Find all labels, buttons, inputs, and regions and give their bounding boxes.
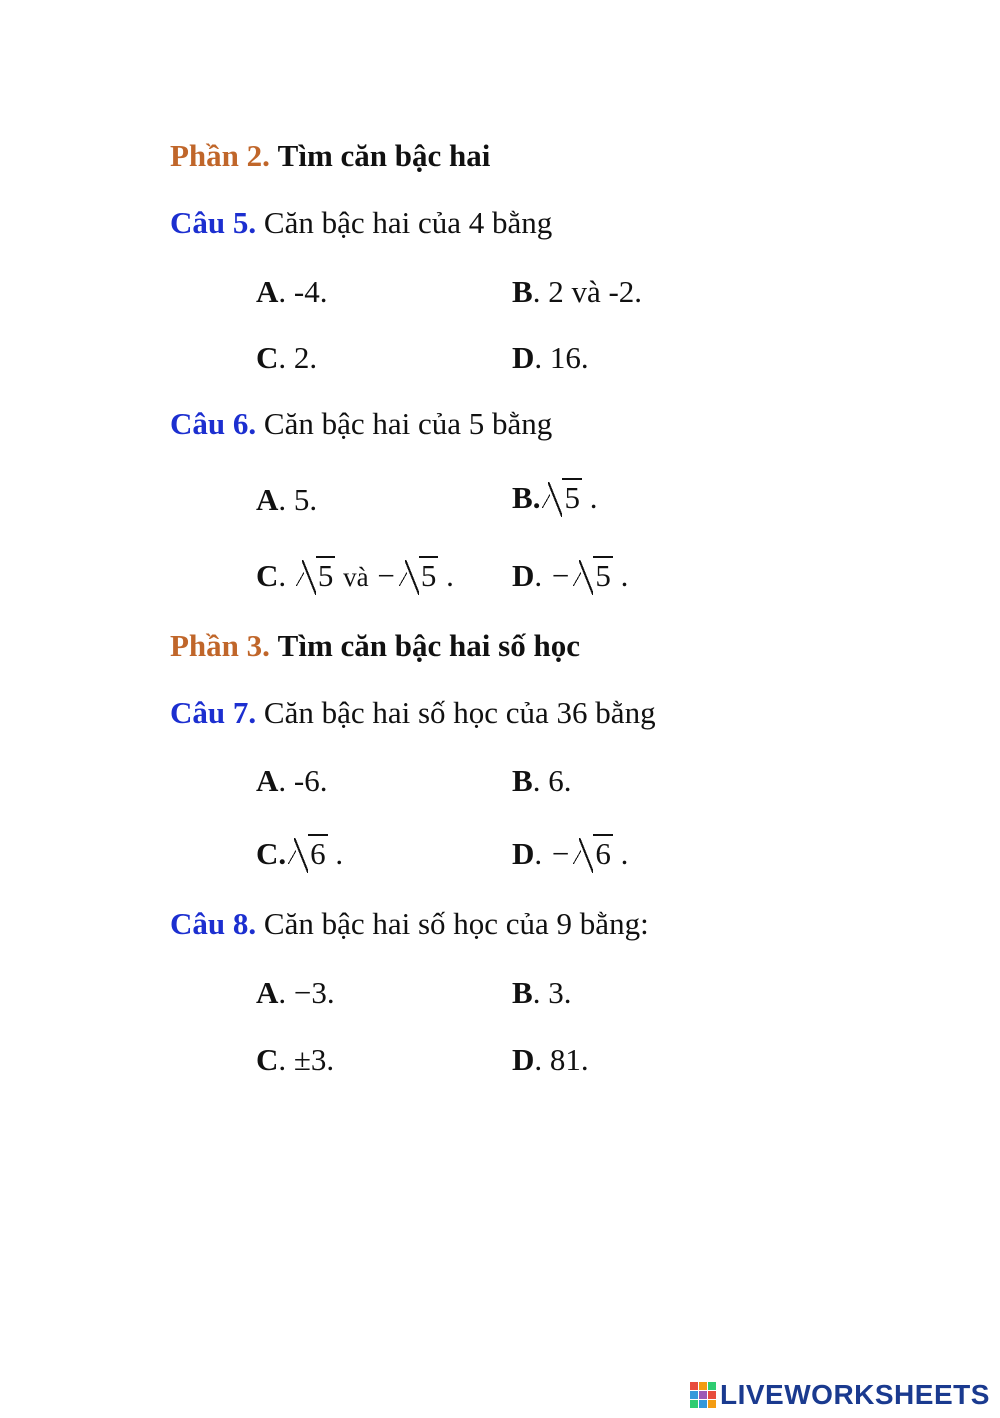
q7-option-a[interactable]: [256, 765, 327, 796]
radicand: 6: [310, 836, 326, 871]
radicand: 5: [564, 480, 580, 515]
q8-option-a[interactable]: [256, 977, 335, 1008]
option-letter: B: [512, 274, 533, 309]
option-letter: D: [512, 558, 535, 593]
q5-option-a[interactable]: [256, 276, 327, 307]
q5-option-b[interactable]: [512, 276, 642, 307]
option-letter: A: [256, 482, 279, 517]
question-7: [170, 697, 656, 728]
option-letter: C: [256, 836, 279, 871]
minus-sign: −: [377, 558, 395, 593]
sqrt-symbol: [573, 556, 613, 591]
option-letter: A: [256, 975, 279, 1010]
option-letter: D: [512, 340, 535, 375]
option-letter: B: [512, 763, 533, 798]
option-text: . 81.: [534, 1042, 589, 1077]
question-label: Câu 7.: [170, 695, 257, 730]
option-letter: B: [512, 480, 533, 515]
q8-option-d[interactable]: [512, 1044, 589, 1075]
q8-option-b[interactable]: [512, 977, 571, 1008]
radicand: 5: [595, 558, 611, 593]
section-title: Tìm căn bậc hai số học: [277, 628, 580, 663]
section-heading-3: [170, 630, 580, 661]
option-end: .: [612, 836, 629, 871]
q7-option-c[interactable]: [256, 834, 343, 869]
option-letter: D: [512, 1042, 535, 1077]
option-dot: .: [534, 558, 550, 593]
section-label: Phần 3.: [170, 628, 270, 663]
option-middle: và: [343, 562, 376, 592]
option-end: .: [612, 558, 629, 593]
sqrt-symbol: [296, 556, 336, 591]
option-letter: D: [512, 836, 535, 871]
radicand: 6: [595, 836, 611, 871]
section-heading-2: [170, 140, 490, 171]
q6-option-c[interactable]: [256, 556, 454, 591]
radicand: 5: [317, 558, 334, 593]
option-dot: .: [534, 836, 550, 871]
option-letter: A: [256, 763, 279, 798]
option-text: . ±3.: [278, 1042, 335, 1077]
question-label: Câu 5.: [170, 205, 257, 240]
brand-name: LIVEWORKSHEETS: [720, 1379, 990, 1410]
question-text: Căn bậc hai số học của 36 bằng: [263, 695, 656, 730]
radicand: 5: [420, 558, 437, 593]
question-text: Căn bậc hai số học của 9 bằng:: [263, 906, 649, 941]
q5-option-c[interactable]: [256, 342, 317, 373]
option-text: . 3.: [532, 975, 572, 1010]
option-dot: .: [278, 836, 287, 871]
section-label: Phần 2.: [170, 138, 270, 173]
minus-sign: −: [551, 558, 570, 593]
q7-option-b[interactable]: [512, 765, 571, 796]
option-text: . −3.: [278, 975, 335, 1010]
option-text: . 2.: [278, 340, 318, 375]
liveworksheets-footer[interactable]: [690, 1378, 990, 1412]
question-8: [170, 908, 649, 939]
question-label: Câu 6.: [170, 406, 257, 441]
minus-sign: −: [551, 836, 570, 871]
liveworksheets-logo-icon: [690, 1382, 716, 1408]
q8-option-c[interactable]: [256, 1044, 334, 1075]
option-end: .: [438, 558, 454, 593]
question-text: Căn bậc hai của 4 bằng: [263, 205, 553, 240]
option-end: .: [327, 836, 344, 871]
question-5: [170, 207, 552, 238]
q6-option-b[interactable]: [512, 478, 597, 513]
q6-option-a[interactable]: [256, 484, 317, 515]
option-text: . 2 và -2.: [532, 274, 643, 309]
option-letter: B: [512, 975, 533, 1010]
option-dot: .: [278, 558, 294, 593]
sqrt-symbol: [573, 834, 613, 869]
option-text: . 6.: [532, 763, 572, 798]
q6-option-d[interactable]: [512, 556, 628, 591]
section-title: Tìm căn bậc hai: [277, 138, 491, 173]
option-letter: C: [256, 340, 279, 375]
sqrt-symbol: [399, 556, 439, 591]
option-dot: .: [532, 480, 541, 515]
q5-option-d[interactable]: [512, 342, 589, 373]
option-letter: A: [256, 274, 279, 309]
option-text: . 5.: [278, 482, 318, 517]
question-text: Căn bậc hai của 5 bằng: [263, 406, 553, 441]
q7-option-d[interactable]: [512, 834, 628, 869]
option-text: . 16.: [534, 340, 589, 375]
sqrt-symbol: [288, 834, 328, 869]
option-text: . -6.: [278, 763, 328, 798]
option-letter: C: [256, 1042, 279, 1077]
option-text: . -4.: [278, 274, 328, 309]
option-letter: C: [256, 558, 279, 593]
sqrt-symbol: [542, 478, 582, 513]
question-label: Câu 8.: [170, 906, 257, 941]
option-end: .: [581, 480, 598, 515]
question-6: [170, 408, 552, 439]
